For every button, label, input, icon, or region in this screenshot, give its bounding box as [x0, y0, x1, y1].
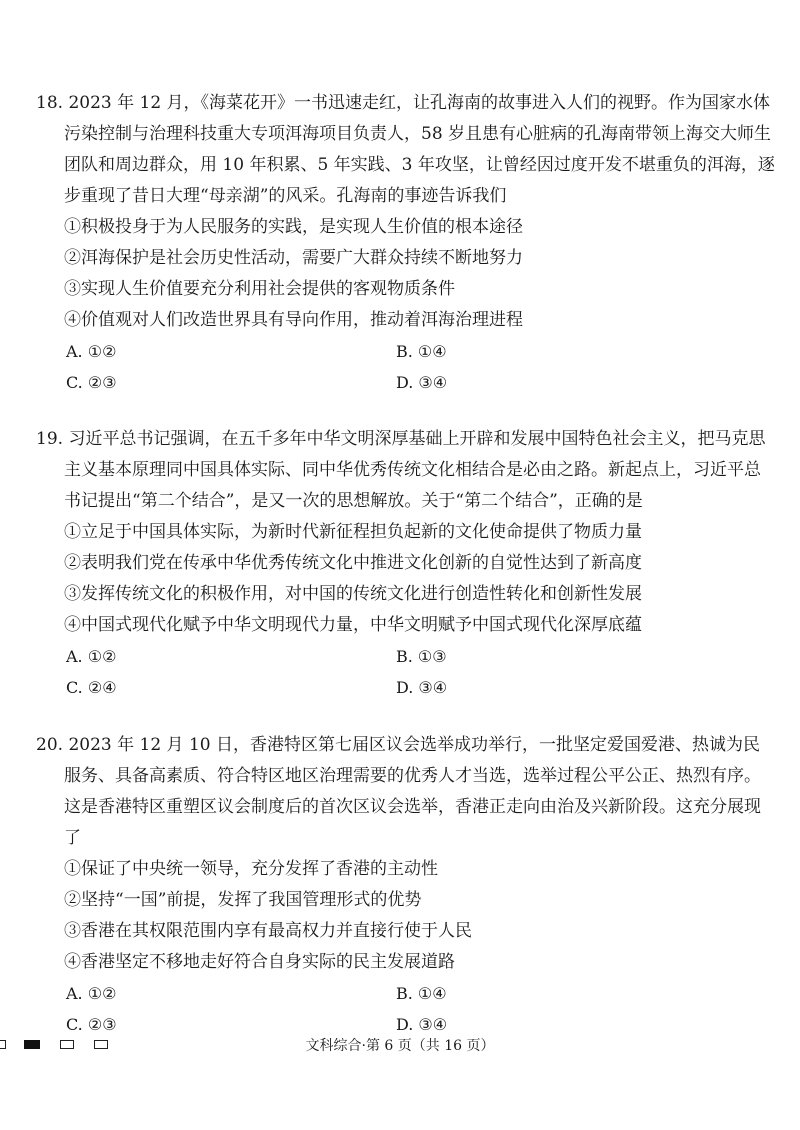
option-c[interactable]: C. ②③ — [66, 373, 117, 392]
option-b[interactable]: B. ①④ — [396, 342, 447, 361]
option-d[interactable]: D. ③④ — [396, 373, 448, 392]
question-stem — [36, 88, 776, 212]
option-b[interactable]: B. ①④ — [396, 984, 447, 1003]
statement-4: ④价值观对人们改造世界具有导向作用，推动着洱海治理进程 — [64, 310, 523, 330]
question-20 — [36, 730, 776, 1040]
option-a[interactable]: A. ①② — [66, 342, 117, 361]
statement-3: ③实现人生价值要充分利用社会提供的客观物质条件 — [64, 279, 455, 299]
option-a[interactable]: A. ①② — [66, 984, 117, 1003]
stem-text: 2023 年 12 月，《海菜花开》一书迅速走红，让孔海南的故事进入人们的视野。作为国家水体污染控制与治理科技重大专项洱海项目负责人，58 岁且患有心脏病的孔海南带领上海交大师生团队和周边群众，用 10 年积累、5 年实践、3 年攻坚，让曾经因过度开发不堪重负的洱海，逐步重现了昔日大理“母亲湖”的风采。孔海南的事迹告诉我们 — [64, 93, 775, 206]
option-c[interactable]: C. ②④ — [66, 678, 117, 697]
statement-3: ③发挥传统文化的积极作用，对中国的传统文化进行创造性转化和创新性发展 — [64, 584, 642, 604]
statement-list — [36, 212, 776, 336]
option-list — [36, 336, 776, 398]
statement-2: ②洱海保护是社会历史性活动，需要广大群众持续不断地努力 — [64, 248, 523, 268]
question-18 — [36, 88, 776, 398]
statement-3: ③香港在其权限范围内享有最高权力并直接行使于人民 — [64, 921, 472, 941]
option-d[interactable]: D. ③④ — [396, 678, 448, 697]
page-footer — [0, 1036, 800, 1060]
option-c[interactable]: C. ②③ — [66, 1015, 117, 1034]
stem-text: 习近平总书记强调，在五千多年中华文明深厚基础上开辟和发展中国特色社会主义，把马克思主义基本原理同中国具体实际、同中华优秀传统文化相结合是必由之路。新起点上，习近平总书记提出“第二个结合”，是又一次的思想解放。关于“第二个结合”，正确的是 — [64, 429, 766, 511]
statement-1: ①保证了中央统一领导，充分发挥了香港的主动性 — [64, 859, 438, 879]
question-number: 19. — [36, 429, 64, 449]
statement-1: ①立足于中国具体实际，为新时代新征程担负起新的文化使命提供了物质力量 — [64, 522, 642, 542]
statement-list — [36, 854, 776, 978]
statement-4: ④香港坚定不移地走好符合自身实际的民主发展道路 — [64, 952, 455, 972]
option-list — [36, 978, 776, 1040]
statement-4: ④中国式现代化赋予中华文明现代力量，中华文明赋予中国式现代化深厚底蕴 — [64, 615, 642, 635]
stem-text: 2023 年 12 月 10 日，香港特区第七届区议会选举成功举行，一批坚定爱国爱港、热诚为民服务、具备高素质、符合特区地区治理需要的优秀人才当选，选举过程公平公正、热烈有序。这是香港特区重塑区议会制度后的首次区议会选举，香港正走向由治及兴新阶段。这充分展现了 — [64, 735, 761, 848]
statement-2: ②坚持“一国”前提，发挥了我国管理形式的优势 — [64, 890, 422, 910]
statement-1: ①积极投身于为人民服务的实践，是实现人生价值的根本途径 — [64, 217, 523, 237]
option-b[interactable]: B. ①③ — [396, 647, 447, 666]
option-a[interactable]: A. ①② — [66, 647, 117, 666]
statement-2: ②表明我们党在传承中华优秀传统文化中推进文化创新的自觉性达到了新高度 — [64, 553, 642, 573]
question-stem — [36, 730, 776, 854]
question-number: 20. — [36, 735, 64, 755]
question-number: 18. — [36, 93, 64, 113]
option-d[interactable]: D. ③④ — [396, 1015, 448, 1034]
statement-list — [36, 517, 776, 641]
page-number: 文科综合·第 6 页（共 16 页） — [305, 1038, 495, 1054]
question-19 — [36, 424, 776, 703]
option-list — [36, 641, 776, 703]
question-stem — [36, 424, 776, 517]
